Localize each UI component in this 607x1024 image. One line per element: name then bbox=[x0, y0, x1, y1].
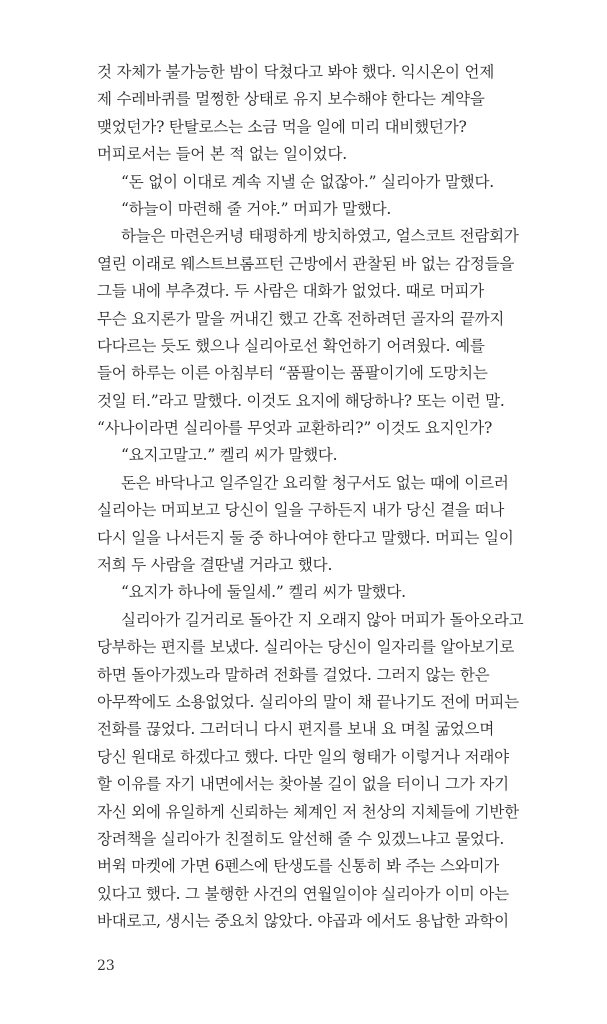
text-line: 다다르는 듯도 했으나 실리아로선 확언하기 어려웠다. 예를 bbox=[97, 336, 485, 355]
text-line: “하늘이 마련해 줄 거야.” 머피가 말했다. bbox=[121, 199, 392, 218]
text-line: 전화를 끊었다. 그러더니 다시 편지를 보내 요 며칠 굶었으며 bbox=[97, 720, 495, 739]
text-line: 실리아가 길거리로 돌아간 지 오래지 않아 머피가 돌아오라고 bbox=[121, 610, 524, 629]
text-line: 자신 외에 유일하게 신뢰하는 체계인 저 천상의 지체들에 기반한 bbox=[97, 802, 519, 821]
text-line: 들어 하루는 이른 아침부터 “품팔이는 품팔이기에 도망치는 bbox=[97, 364, 488, 383]
text-line: 제 수레바퀴를 멀쩡한 상태로 유지 보수해야 한다는 계약을 bbox=[97, 90, 485, 109]
text-line: “요지가 하나에 둘일세.” 켈리 씨가 말했다. bbox=[121, 583, 406, 602]
text-line: 맺었던가? 탄탈로스는 소금 먹을 일에 미리 대비했던가? bbox=[97, 117, 467, 136]
text-line: 있다고 했다. 그 불행한 사건의 연월일이야 실리아가 이미 아는 bbox=[97, 884, 509, 903]
text-line: 머피로서는 들어 본 적 없는 일이었다. bbox=[97, 145, 347, 164]
text-line: 것일 터.”라고 말했다. 이것도 요지에 해당하나? 또는 이런 말. bbox=[97, 391, 505, 410]
text-line: 저희 두 사람을 결딴낼 거라고 했다. bbox=[97, 556, 333, 575]
text-line: 아무짝에도 소용없었다. 실리아의 말이 채 끝나기도 전에 머피는 bbox=[97, 692, 519, 711]
text-line: 하면 돌아가겠노라 말하려 전화를 걸었다. 그러지 않는 한은 bbox=[97, 665, 490, 684]
text-line: 다시 일을 나서든지 둘 중 하나여야 한다고 말했다. 머피는 일이 bbox=[97, 528, 514, 547]
text-line: “요지고말고.” 켈리 씨가 말했다. bbox=[121, 446, 338, 465]
text-line: 무슨 요지론가 말을 꺼내긴 했고 간혹 전하려던 골자의 끝까지 bbox=[97, 309, 505, 328]
text-line: 바대로고, 생시는 중요치 않았다. 야곱과 에서도 용납한 과학이 bbox=[97, 912, 509, 931]
text-line: 돈은 바닥나고 일주일간 요리할 청구서도 없는 때에 이르러 bbox=[121, 473, 509, 492]
body-text bbox=[97, 59, 572, 936]
text-line: 것 자체가 불가능한 밤이 닥쳤다고 봐야 했다. 익시온이 언제 bbox=[97, 63, 495, 81]
text-line: 실리아는 머피보고 당신이 일을 구하든지 내가 당신 곁을 떠나 bbox=[97, 501, 505, 520]
text-line: 열린 이래로 웨스트브롬프턴 근방에서 관찰된 바 없는 감정들을 bbox=[97, 254, 515, 273]
text-line: 할 이유를 자기 내면에서는 찾아볼 길이 없을 터이니 그가 자기 bbox=[97, 775, 509, 794]
text-line: “돈 없이 이대로 계속 지낼 순 없잖아.” 실리아가 말했다. bbox=[121, 172, 494, 191]
text-line: 당부하는 편지를 보냈다. 실리아는 당신이 일자리를 알아보기로 bbox=[97, 638, 515, 657]
text-line: 당신 원대로 하겠다고 했다. 다만 일의 형태가 이렇거나 저래야 bbox=[97, 747, 509, 766]
text-line: 버윅 마켓에 가면 6펜스에 탄생도를 신통히 봐 주는 스와미가 bbox=[97, 857, 500, 876]
page-number: 23 bbox=[97, 958, 115, 974]
text-line: 그들 내에 부추겼다. 두 사람은 대화가 없었다. 때로 머피가 bbox=[97, 282, 485, 301]
text-line: “사나이라면 실리아를 무엇과 교환하리?” 이것도 요지인가? bbox=[97, 419, 493, 438]
text-line: 장려책을 실리아가 친절히도 알선해 줄 수 있겠느냐고 물었다. bbox=[97, 829, 505, 848]
text-line: 하늘은 마련은커녕 태평하게 방치하였고, 얼스코트 전람회가 bbox=[121, 227, 519, 246]
